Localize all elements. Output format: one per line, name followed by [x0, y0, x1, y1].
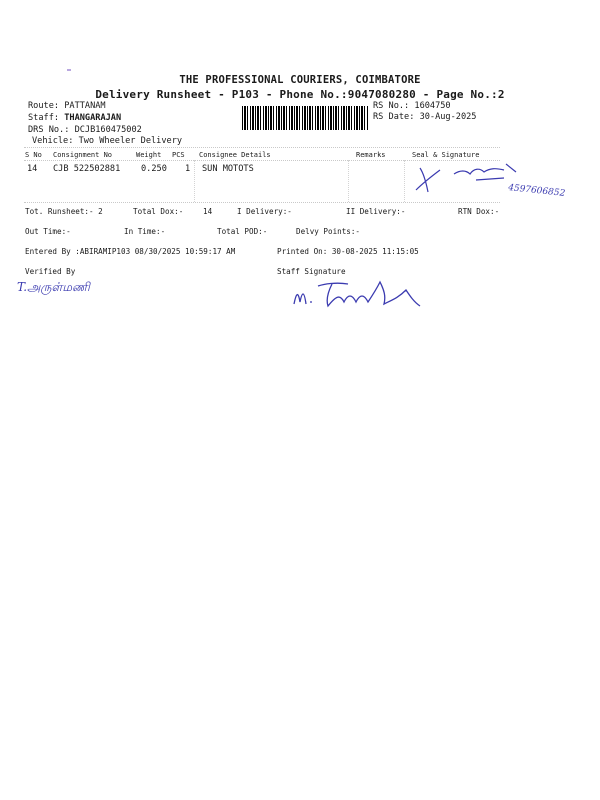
drs-number: DRS No.: DCJB160475002 — [28, 125, 142, 135]
out-time: Out Time:- — [25, 227, 71, 236]
route-label: Route: PATTANAM — [28, 101, 106, 111]
verified-by-label: Verified By — [25, 267, 76, 276]
scan-speck — [67, 69, 71, 71]
staff-line — [28, 113, 121, 123]
handwritten-phone-note: 4597606852 — [507, 183, 566, 199]
row-pcs: 1 — [185, 164, 191, 174]
company-title: THE PROFESSIONAL COURIERS, COIMBATORE — [179, 74, 421, 86]
col-header-sno: S No — [25, 151, 42, 159]
col-header-consignee: Consignee Details — [199, 151, 271, 159]
vehicle-label: Vehicle: Two Wheeler Delivery — [32, 136, 183, 146]
total-dox-value: 14 — [203, 207, 213, 216]
row-consignment-no: CJB 522502881 — [53, 164, 121, 174]
in-time: In Time:- — [124, 227, 166, 236]
col-header-consignment: Consignment No — [53, 151, 113, 159]
rs-number: RS No.: 1604750 — [373, 101, 451, 111]
printed-on: Printed On: 30-08-2025 11:15:05 — [277, 247, 419, 256]
col-header-pcs: PCS — [172, 151, 185, 159]
col-header-seal-signature: Seal & Signature — [412, 151, 480, 159]
receiver-signature — [410, 160, 590, 208]
total-dox-label: Total Dox:- — [133, 207, 184, 216]
row-consignee: SUN MOTOTS — [202, 164, 254, 174]
staff-signature-label: Staff Signature — [277, 267, 346, 276]
runsheet-title: Delivery Runsheet - P103 - Phone No.:9047080280 - Page No.:2 — [95, 88, 505, 101]
tot-runsheet: Tot. Runsheet:- 2 — [25, 207, 103, 216]
staff-value: THANGARAJAN — [64, 113, 122, 123]
delvy-points: Delvy Points:- — [296, 227, 361, 236]
barcode — [242, 106, 368, 130]
ii-delivery: II Delivery:- — [346, 207, 406, 216]
verifier-handwritten-name: T.அருள்மணி — [17, 280, 90, 294]
table-top-rule — [24, 147, 500, 148]
i-delivery: I Delivery:- — [237, 207, 292, 216]
total-pod: Total POD:- — [217, 227, 268, 236]
col-header-remarks: Remarks — [356, 151, 386, 159]
col-header-weight: Weight — [136, 151, 162, 159]
staff-label: Staff: — [28, 113, 60, 123]
rs-date: RS Date: 30-Aug-2025 — [373, 112, 477, 122]
entered-by: Entered By :ABIRAMIP103 08/30/2025 10:59:17 AM — [25, 247, 236, 256]
row-weight: 0.250 — [141, 164, 167, 174]
staff-signature — [288, 276, 438, 316]
row-sno: 14 — [27, 164, 38, 174]
rtn-dox: RTN Dox:- — [458, 207, 500, 216]
